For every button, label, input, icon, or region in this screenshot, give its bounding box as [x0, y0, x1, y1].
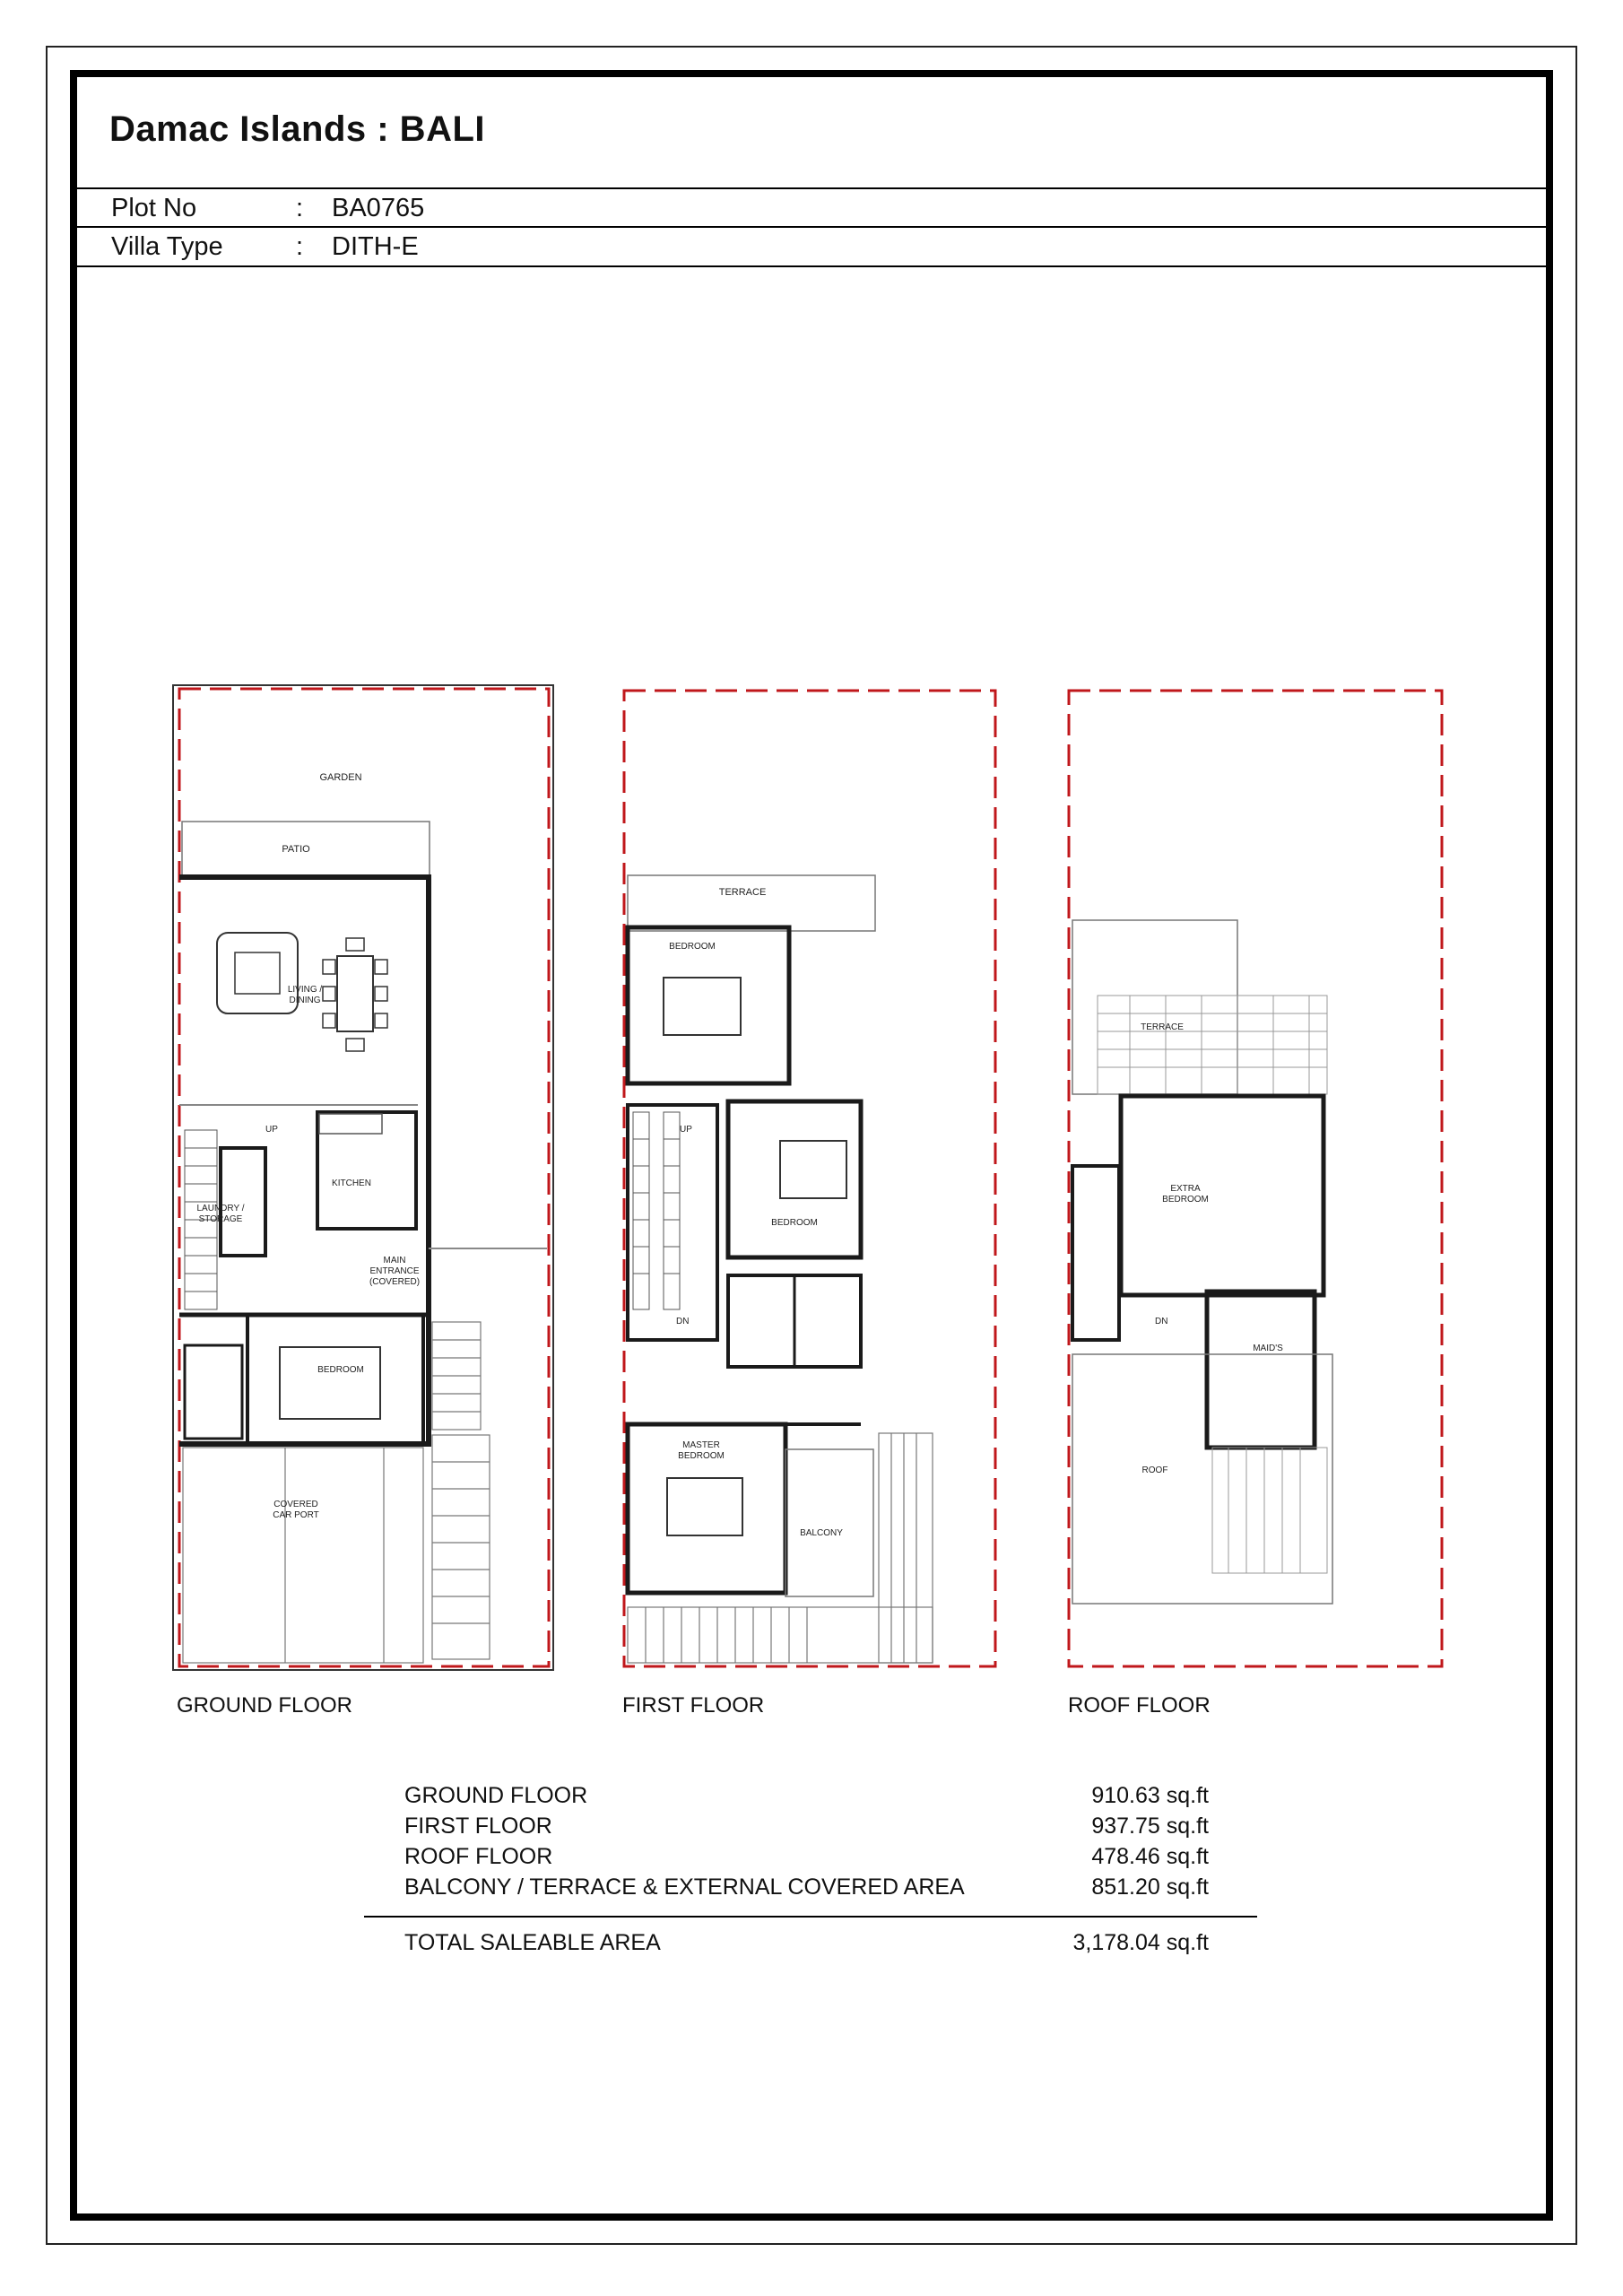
- pergola-grid: [1098, 996, 1327, 1094]
- master-label-line2: BEDROOM: [678, 1451, 725, 1461]
- first-floor-plan: [624, 691, 995, 1666]
- ground-floor-plan: [173, 685, 553, 1670]
- living-label-line1: LIVING /: [287, 985, 323, 995]
- laundry-label-line1: LAUNDRY /: [196, 1204, 245, 1213]
- dining-chairs-icon: [323, 938, 387, 1051]
- first-terrace-label: TERRACE: [718, 887, 767, 898]
- ground-floor-caption: GROUND FLOOR: [177, 1693, 353, 1718]
- area-label-ground: GROUND FLOOR: [404, 1783, 588, 1808]
- kitchen-label: KITCHEN: [332, 1178, 371, 1188]
- extra-bedroom-label-line1: EXTRA: [1170, 1184, 1201, 1194]
- total-divider: [364, 1916, 1257, 1918]
- first-stair-core: [628, 1105, 717, 1340]
- ground-bedroom-walls: [247, 1315, 423, 1444]
- first-stairs: [633, 1112, 680, 1309]
- roof-plot-boundary: [1069, 691, 1442, 1666]
- laundry-label-line2: STORAGE: [198, 1214, 243, 1224]
- entrance-label-line1: MAIN: [383, 1256, 406, 1265]
- first-bedroom1-label: BEDROOM: [669, 942, 716, 952]
- sofa-icon: [217, 933, 298, 1013]
- roof-stair-core: [1072, 1166, 1119, 1340]
- area-label-roof: ROOF FLOOR: [404, 1844, 553, 1869]
- area-value-roof: 478.46 sq.ft: [1091, 1844, 1209, 1869]
- extra-bedroom-walls: [1121, 1096, 1324, 1295]
- maids-room-walls: [1207, 1292, 1315, 1448]
- plot-number-label: Plot No: [111, 194, 197, 222]
- first-bedroom2-walls: [728, 1101, 861, 1257]
- first-floor-caption: FIRST FLOOR: [622, 1693, 765, 1718]
- carport-outline: [183, 1448, 423, 1663]
- area-value-first: 937.75 sq.ft: [1091, 1813, 1209, 1839]
- roof-terrace-label: TERRACE: [1141, 1022, 1184, 1032]
- roof-floor-caption: ROOF FLOOR: [1068, 1693, 1211, 1718]
- kitchen-walls: [317, 1112, 416, 1229]
- roof-area-outline: [1072, 1354, 1332, 1604]
- first-up-label: UP: [680, 1125, 692, 1135]
- kitchen-counter: [319, 1114, 382, 1134]
- villa-type-label: Villa Type: [111, 232, 223, 261]
- extra-bedroom-label-line2: BEDROOM: [1162, 1195, 1209, 1205]
- roof-label: ROOF: [1141, 1465, 1168, 1475]
- area-label-first: FIRST FLOOR: [404, 1813, 552, 1839]
- dining-table-icon: [337, 956, 373, 1031]
- villa-type-colon: :: [296, 232, 304, 261]
- total-area-label: TOTAL SALEABLE AREA: [404, 1930, 661, 1955]
- bed-icon: [780, 1141, 846, 1198]
- master-label-line1: MASTER: [682, 1440, 720, 1450]
- patio-label: PATIO: [282, 844, 310, 855]
- laundry-walls: [221, 1148, 265, 1256]
- total-area-value: 3,178.04 sq.ft: [1072, 1930, 1209, 1955]
- plot-number-colon: :: [296, 194, 304, 222]
- external-steps: [432, 1322, 490, 1659]
- page-title: Damac Islands : BALI: [109, 109, 486, 149]
- bed-icon: [280, 1347, 380, 1419]
- area-value-ground: 910.63 sq.ft: [1091, 1783, 1209, 1808]
- entrance-label-line3: (COVERED): [369, 1277, 421, 1287]
- bed-icon: [667, 1478, 742, 1535]
- balcony-railing: [628, 1433, 933, 1663]
- balcony-outline: [785, 1449, 873, 1596]
- area-value-external: 851.20 sq.ft: [1091, 1874, 1209, 1900]
- first-bedroom2-label: BEDROOM: [771, 1218, 818, 1228]
- roof-dn-label: DN: [1155, 1317, 1168, 1326]
- living-label-line2: DINING: [289, 996, 321, 1005]
- villa-type-value: DITH-E: [332, 232, 419, 261]
- entrance-label-line2: ENTRANCE: [369, 1266, 420, 1276]
- plot-number-value: BA0765: [332, 194, 425, 222]
- first-terrace-outline: [628, 875, 875, 931]
- ground-bedroom-label: BEDROOM: [317, 1365, 364, 1375]
- garden-label: GARDEN: [319, 772, 362, 783]
- roof-slats: [1212, 1448, 1327, 1573]
- carport-label-line1: COVERED: [273, 1500, 318, 1509]
- area-label-external: BALCONY / TERRACE & EXTERNAL COVERED AREA: [404, 1874, 965, 1900]
- ground-up-label: UP: [265, 1125, 278, 1135]
- ground-site-outline: [173, 685, 553, 1670]
- ground-bathroom-walls: [185, 1345, 242, 1439]
- carport-label-line2: CAR PORT: [273, 1510, 319, 1520]
- roof-floor-plan: [1069, 691, 1442, 1666]
- ground-plot-boundary: [179, 689, 549, 1666]
- maids-label: MAID'S: [1253, 1344, 1283, 1353]
- bed-icon: [664, 978, 741, 1035]
- first-dn-label: DN: [676, 1317, 690, 1326]
- coffee-table-icon: [235, 952, 280, 994]
- balcony-label: BALCONY: [800, 1528, 843, 1538]
